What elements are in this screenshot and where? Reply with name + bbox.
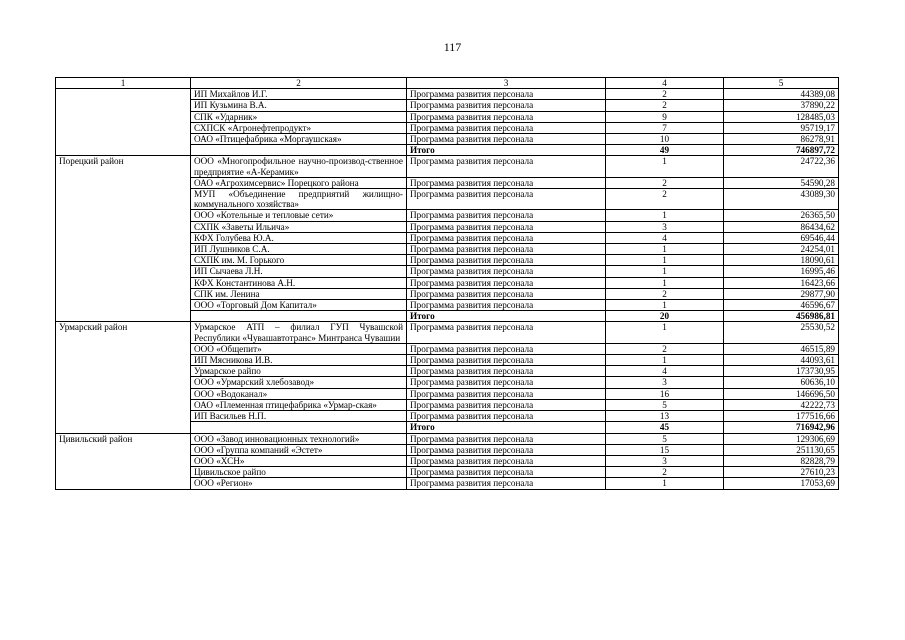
- program-cell: Программа развития персонала: [407, 433, 606, 444]
- count-cell: 1: [606, 355, 724, 366]
- organization-cell: ООО «Многопрофильное научно-производ-ственное предприятие «А-Керамик»: [191, 156, 407, 177]
- total-empty-cell: [191, 422, 407, 433]
- count-cell: 13: [606, 411, 724, 422]
- count-cell: 2: [606, 343, 724, 354]
- count-cell: 2: [606, 89, 724, 100]
- program-cell: Программа развития персонала: [407, 399, 606, 410]
- program-cell: Программа развития персонала: [407, 377, 606, 388]
- amount-cell: 251130,65: [724, 444, 839, 455]
- count-cell: 2: [606, 177, 724, 188]
- amount-cell: 146696,50: [724, 388, 839, 399]
- table-row: [56, 322, 839, 343]
- program-cell: Программа развития персонала: [407, 455, 606, 466]
- organization-cell: ИП Мясникова И.В.: [191, 355, 407, 366]
- district-cell: [56, 89, 191, 156]
- program-cell: Программа развития персонала: [407, 232, 606, 243]
- page-number: 117: [443, 40, 462, 54]
- total-empty-cell: [191, 311, 407, 322]
- amount-cell: 27610,23: [724, 467, 839, 478]
- organization-cell: ИП Васильев Н.П.: [191, 411, 407, 422]
- program-cell: Программа развития персонала: [407, 134, 606, 145]
- total-count: 49: [606, 145, 724, 156]
- count-cell: 7: [606, 122, 724, 133]
- program-cell: Программа развития персонала: [407, 343, 606, 354]
- count-cell: 1: [606, 210, 724, 221]
- amount-cell: 46596,67: [724, 300, 839, 311]
- count-cell: 1: [606, 322, 724, 343]
- program-cell: Программа развития персонала: [407, 478, 606, 489]
- organization-cell: ООО «ХСН»: [191, 455, 407, 466]
- organization-cell: Урмарское АТП – филиал ГУП Чувашской Республики «Чувашавтотранс» Минтранса Чувашии: [191, 322, 407, 343]
- program-cell: Программа развития персонала: [407, 467, 606, 478]
- program-cell: Программа развития персонала: [407, 89, 606, 100]
- count-cell: 1: [606, 266, 724, 277]
- count-cell: 16: [606, 388, 724, 399]
- count-cell: 2: [606, 100, 724, 111]
- count-cell: 2: [606, 288, 724, 299]
- column-header-3: 3: [407, 78, 606, 89]
- district-cell: Урмарский район: [56, 322, 191, 433]
- count-cell: 4: [606, 366, 724, 377]
- total-amount: 456986,81: [724, 311, 839, 322]
- organization-cell: ОАО «Птицефабрика «Моргаушская»: [191, 134, 407, 145]
- column-header-1: 1: [56, 78, 191, 89]
- amount-cell: 69546,44: [724, 232, 839, 243]
- district-cell: Порецкий район: [56, 156, 191, 322]
- amount-cell: 42222,73: [724, 399, 839, 410]
- program-cell: Программа развития персонала: [407, 244, 606, 255]
- program-cell: Программа развития персонала: [407, 322, 606, 343]
- program-cell: Программа развития персонала: [407, 444, 606, 455]
- organization-cell: СПК им. Ленина: [191, 288, 407, 299]
- count-cell: 3: [606, 455, 724, 466]
- organization-cell: ООО «Урмарский хлебозавод»: [191, 377, 407, 388]
- table-row: [56, 156, 839, 177]
- program-cell: Программа развития персонала: [407, 355, 606, 366]
- program-cell: Программа развития персонала: [407, 266, 606, 277]
- amount-cell: 43089,30: [724, 189, 839, 210]
- organization-cell: СХПСК «Агронефтепродукт»: [191, 122, 407, 133]
- amount-cell: 16423,66: [724, 277, 839, 288]
- organization-cell: ИП Кузьмина В.А.: [191, 100, 407, 111]
- organization-cell: ООО «Группа компаний «Эстет»: [191, 444, 407, 455]
- count-cell: 1: [606, 478, 724, 489]
- amount-cell: 44093,61: [724, 355, 839, 366]
- organization-cell: ИП Лушников С.А.: [191, 244, 407, 255]
- amount-cell: 26365,50: [724, 210, 839, 221]
- table-body: [56, 89, 839, 489]
- organization-cell: ООО «Торговый Дом Капитал»: [191, 300, 407, 311]
- program-cell: Программа развития персонала: [407, 221, 606, 232]
- program-cell: Программа развития персонала: [407, 411, 606, 422]
- amount-cell: 86278,91: [724, 134, 839, 145]
- amount-cell: 86434,62: [724, 221, 839, 232]
- count-cell: 4: [606, 232, 724, 243]
- amount-cell: 95719,17: [724, 122, 839, 133]
- program-cell: Программа развития персонала: [407, 156, 606, 177]
- count-cell: 1: [606, 300, 724, 311]
- organization-cell: СХПК «Заветы Ильича»: [191, 221, 407, 232]
- amount-cell: 177516,66: [724, 411, 839, 422]
- program-cell: Программа развития персонала: [407, 100, 606, 111]
- program-cell: Программа развития персонала: [407, 189, 606, 210]
- district-cell: Цивильский район: [56, 433, 191, 489]
- amount-cell: 24722,36: [724, 156, 839, 177]
- amount-cell: 16995,46: [724, 266, 839, 277]
- total-count: 20: [606, 311, 724, 322]
- count-cell: 3: [606, 221, 724, 232]
- total-amount: 746897,72: [724, 145, 839, 156]
- amount-cell: 129306,69: [724, 433, 839, 444]
- organization-cell: ОАО «Агрохимсервис» Порецкого района: [191, 177, 407, 188]
- total-label: Итого: [407, 311, 606, 322]
- program-cell: Программа развития персонала: [407, 210, 606, 221]
- organization-cell: КФХ Голубева Ю.А.: [191, 232, 407, 243]
- total-label: Итого: [407, 422, 606, 433]
- count-cell: 1: [606, 156, 724, 177]
- program-cell: Программа развития персонала: [407, 277, 606, 288]
- program-cell: Программа развития персонала: [407, 300, 606, 311]
- amount-cell: 60636,10: [724, 377, 839, 388]
- amount-cell: 54590,28: [724, 177, 839, 188]
- table-row: [56, 433, 839, 444]
- organization-cell: МУП «Объединение предприятий жилищно-коммунального хозяйства»: [191, 189, 407, 210]
- amount-cell: 29877,90: [724, 288, 839, 299]
- program-cell: Программа развития персонала: [407, 388, 606, 399]
- funding-table: [55, 77, 839, 490]
- amount-cell: 17053,69: [724, 478, 839, 489]
- amount-cell: 128485,03: [724, 111, 839, 122]
- program-cell: Программа развития персонала: [407, 255, 606, 266]
- organization-cell: ИП Михайлов И.Г.: [191, 89, 407, 100]
- program-cell: Программа развития персонала: [407, 366, 606, 377]
- count-cell: 1: [606, 277, 724, 288]
- organization-cell: ООО «Регион»: [191, 478, 407, 489]
- amount-cell: 37890,22: [724, 100, 839, 111]
- column-number-row: [56, 78, 839, 89]
- count-cell: 15: [606, 444, 724, 455]
- program-cell: Программа развития персонала: [407, 177, 606, 188]
- count-cell: 5: [606, 399, 724, 410]
- count-cell: 9: [606, 111, 724, 122]
- column-header-5: 5: [724, 78, 839, 89]
- organization-cell: ООО «Завод инновационных технологий»: [191, 433, 407, 444]
- total-empty-cell: [191, 145, 407, 156]
- count-cell: 2: [606, 189, 724, 210]
- organization-cell: ООО «Водоканал»: [191, 388, 407, 399]
- amount-cell: 18090,61: [724, 255, 839, 266]
- organization-cell: ОАО «Племенная птицефабрика «Урмар-ская»: [191, 399, 407, 410]
- amount-cell: 25530,52: [724, 322, 839, 343]
- count-cell: 3: [606, 377, 724, 388]
- count-cell: 2: [606, 467, 724, 478]
- organization-cell: КФХ Константинова А.Н.: [191, 277, 407, 288]
- amount-cell: 82828,79: [724, 455, 839, 466]
- program-cell: Программа развития персонала: [407, 122, 606, 133]
- count-cell: 10: [606, 134, 724, 145]
- organization-cell: ООО «Общепит»: [191, 343, 407, 354]
- total-amount: 716942,96: [724, 422, 839, 433]
- column-header-2: 2: [191, 78, 407, 89]
- amount-cell: 46515,89: [724, 343, 839, 354]
- organization-cell: ИП Сычаева Л.Н.: [191, 266, 407, 277]
- organization-cell: СХПК им. М. Горького: [191, 255, 407, 266]
- amount-cell: 24254,01: [724, 244, 839, 255]
- count-cell: 1: [606, 244, 724, 255]
- total-label: Итого: [407, 145, 606, 156]
- column-header-4: 4: [606, 78, 724, 89]
- organization-cell: ООО «Котельные и тепловые сети»: [191, 210, 407, 221]
- program-cell: Программа развития персонала: [407, 288, 606, 299]
- count-cell: 1: [606, 255, 724, 266]
- organization-cell: Цивильское райпо: [191, 467, 407, 478]
- count-cell: 5: [606, 433, 724, 444]
- total-count: 45: [606, 422, 724, 433]
- organization-cell: Урмарское райпо: [191, 366, 407, 377]
- organization-cell: СПК «Ударник»: [191, 111, 407, 122]
- program-cell: Программа развития персонала: [407, 111, 606, 122]
- table-row: [56, 89, 839, 100]
- amount-cell: 44389,08: [724, 89, 839, 100]
- amount-cell: 173730,95: [724, 366, 839, 377]
